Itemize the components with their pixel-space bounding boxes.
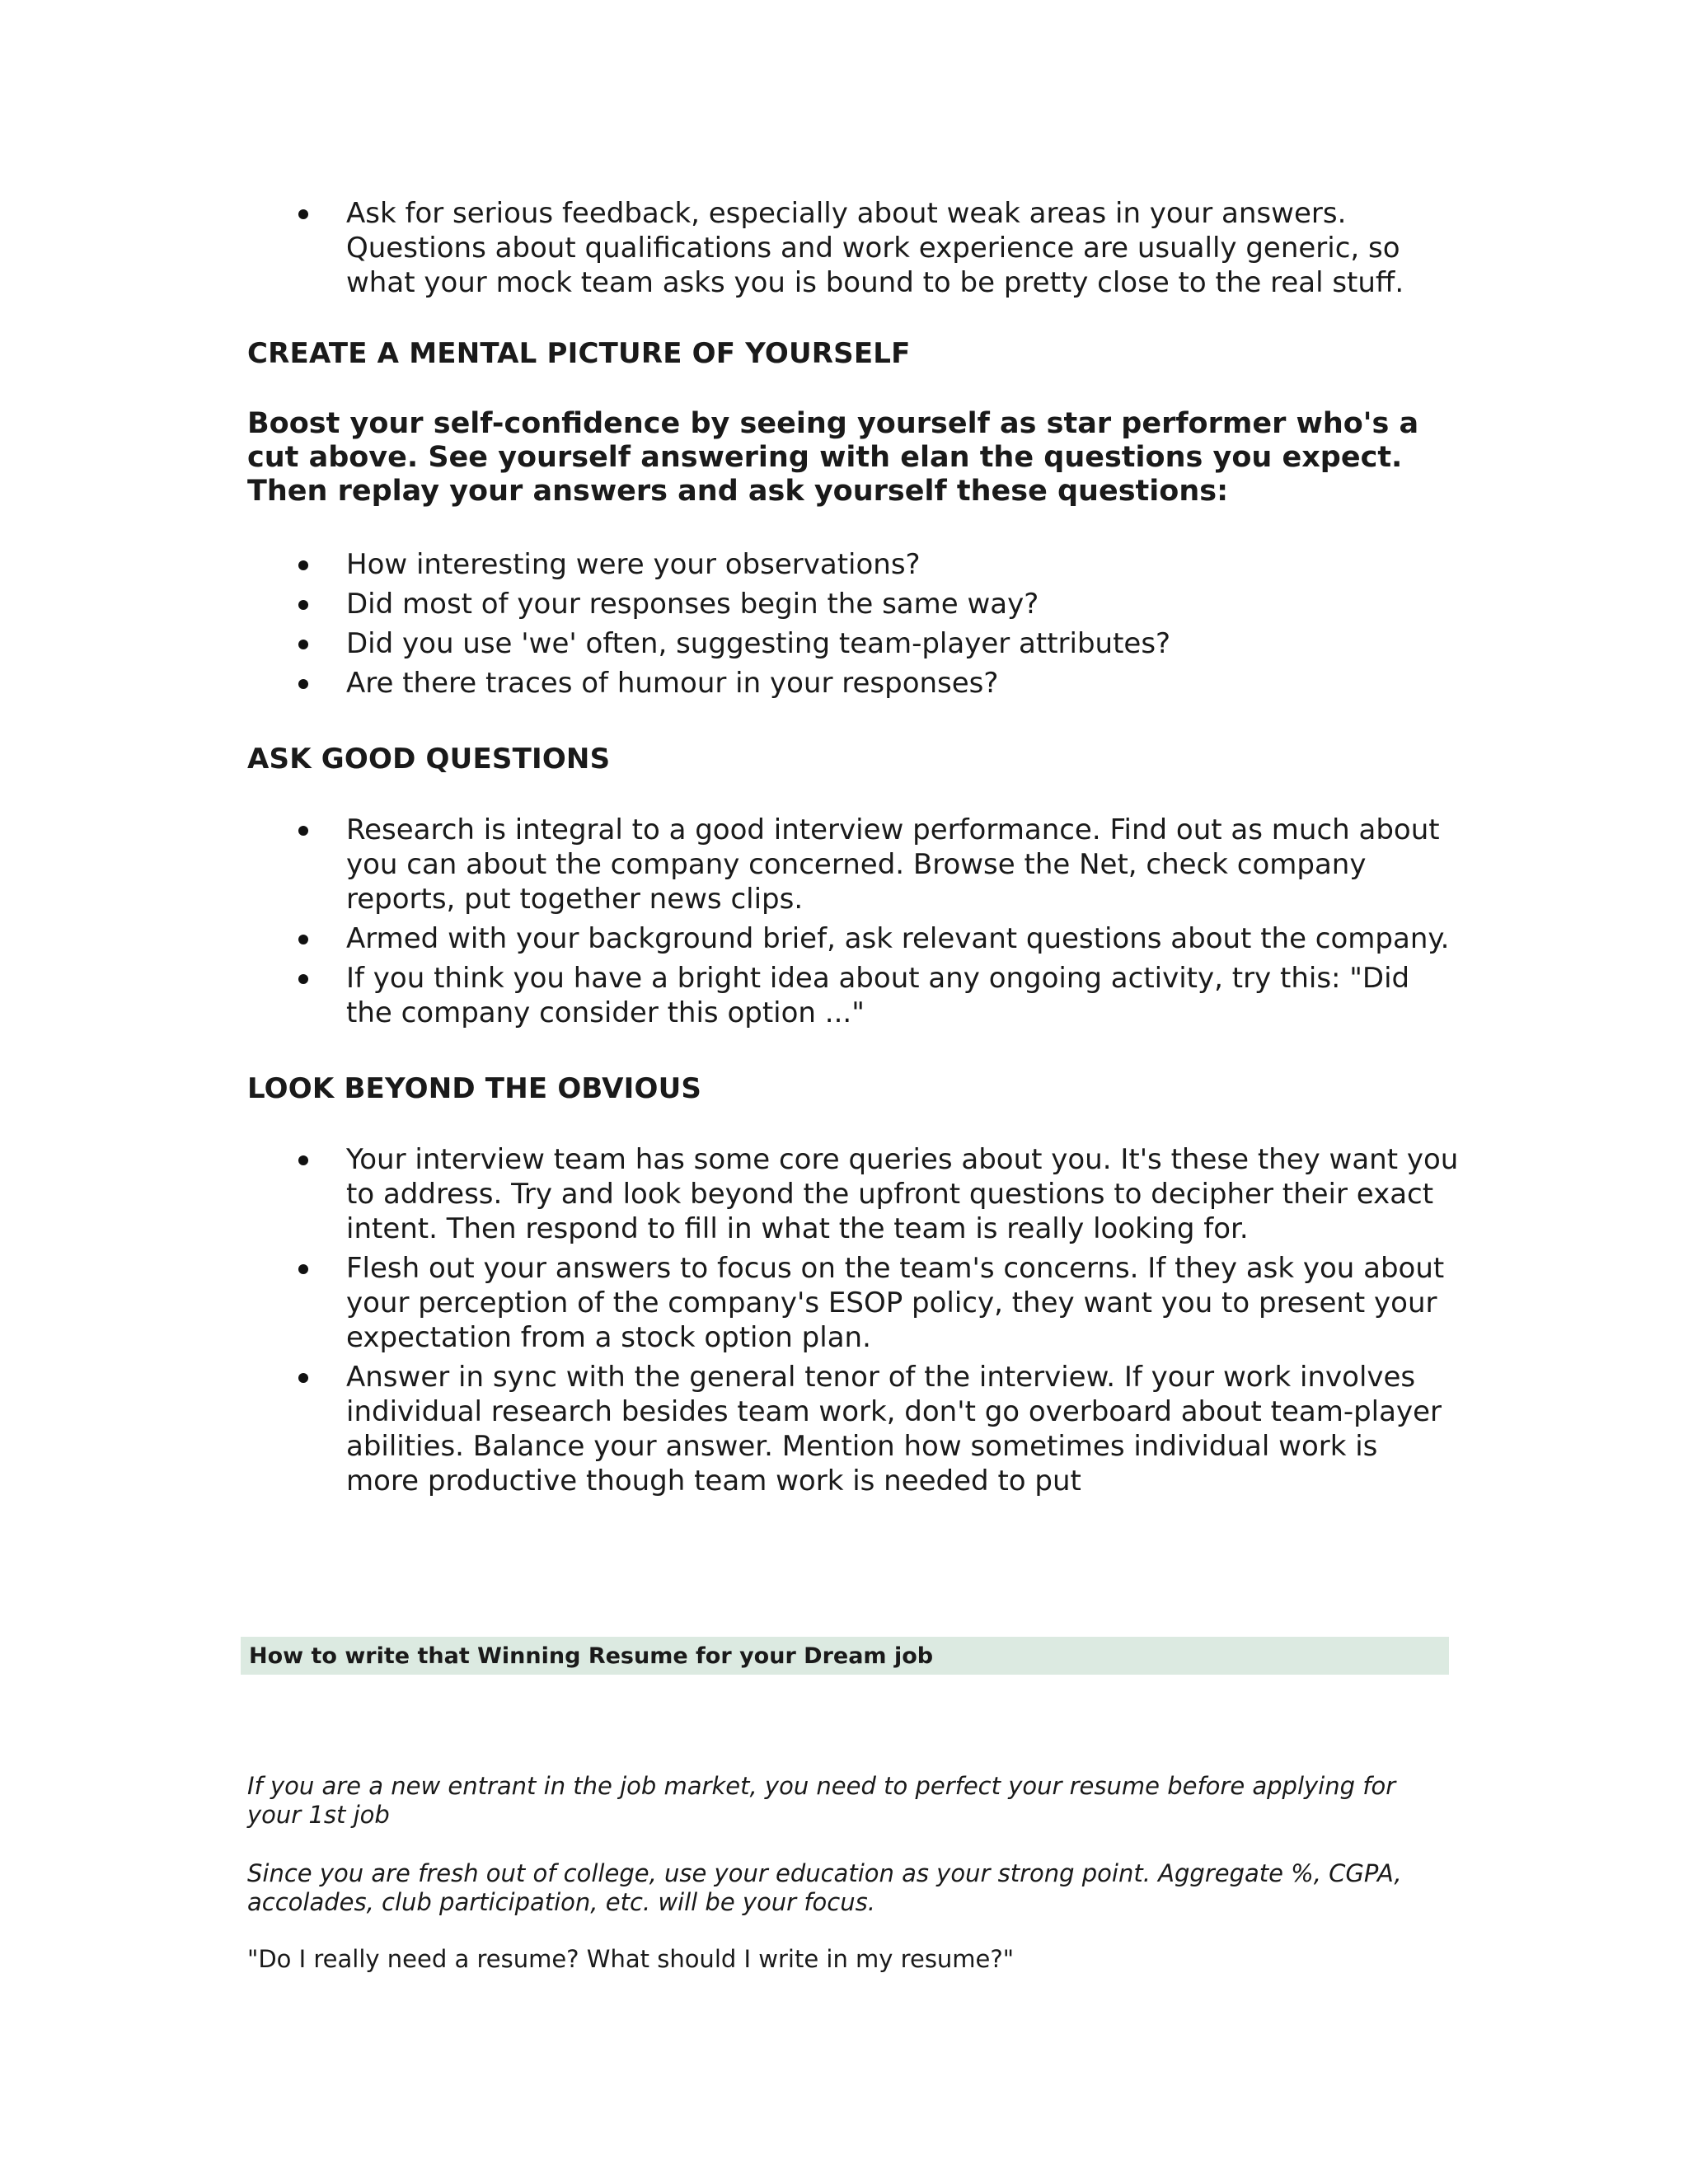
feedback-bullet-list: [247, 196, 1459, 305]
list-item: Ask for serious feedback, especially about weak areas in your answers. Questions about qualifications and work experience are usually generic, so what your mock team asks you is bound to be pretty close to the real stuff.: [247, 196, 1459, 300]
list-item: Answer in sync with the general tenor of the interview. If your work involves individual research besides team work, don't go overboard about team-player abilities. Balance your answer. Mention how sometimes individual work is more productive though team work is needed to put: [247, 1360, 1459, 1498]
list-item: Did most of your responses begin the same way?: [247, 587, 1459, 621]
resume-paragraph-education: Since you are fresh out of college, use your education as your strong point. Aggregate %, CGPA, accolades, club participation, etc. will be your focus.: [247, 1859, 1402, 1916]
ask-questions-heading: ASK GOOD QUESTIONS: [247, 743, 611, 776]
mental-picture-bullet-list: [247, 547, 1459, 705]
mental-picture-heading: CREATE A MENTAL PICTURE OF YOURSELF: [247, 337, 911, 370]
list-item: Your interview team has some core queries about you. It's these they want you to address. Try and look beyond the upfront questions to decipher their exact intent. Then respond to fill in what the team is really looking for.: [247, 1142, 1459, 1246]
look-beyond-heading: LOOK BEYOND THE OBVIOUS: [247, 1072, 702, 1105]
list-item: Research is integral to a good interview performance. Find out as much about you can about the company concerned. Browse the Net, check company reports, put together news clips.: [247, 813, 1459, 916]
resume-section-banner: [241, 1637, 1449, 1675]
resume-paragraph-new-entrant: If you are a new entrant in the job market, you need to perfect your resume before applying for your 1st job: [247, 1772, 1396, 1829]
list-item: How interesting were your observations?: [247, 547, 1459, 582]
list-item: Flesh out your answers to focus on the team's concerns. If they ask you about your perception of the company's ESOP policy, they want you to present your expectation from a stock option plan.: [247, 1251, 1459, 1355]
ask-questions-bullet-list: [247, 813, 1459, 1035]
mental-picture-intro: Boost your self-confidence by seeing yourself as star performer who's a cut above. See yourself answering with elan the questions you expect. Then replay your answers and ask yourself these questions:: [247, 407, 1419, 508]
list-item: Did you use 'we' often, suggesting team-player attributes?: [247, 626, 1459, 661]
resume-question-line: "Do I really need a resume? What should I write in my resume?": [247, 1945, 1015, 1973]
look-beyond-bullet-list: [247, 1142, 1459, 1503]
list-item: If you think you have a bright idea about any ongoing activity, try this: "Did the company consider this option ...": [247, 961, 1459, 1030]
resume-banner-title: How to write that Winning Resume for your Dream job: [249, 1643, 934, 1669]
list-item: Armed with your background brief, ask relevant questions about the company.: [247, 921, 1459, 956]
list-item: Are there traces of humour in your responses?: [247, 666, 1459, 701]
